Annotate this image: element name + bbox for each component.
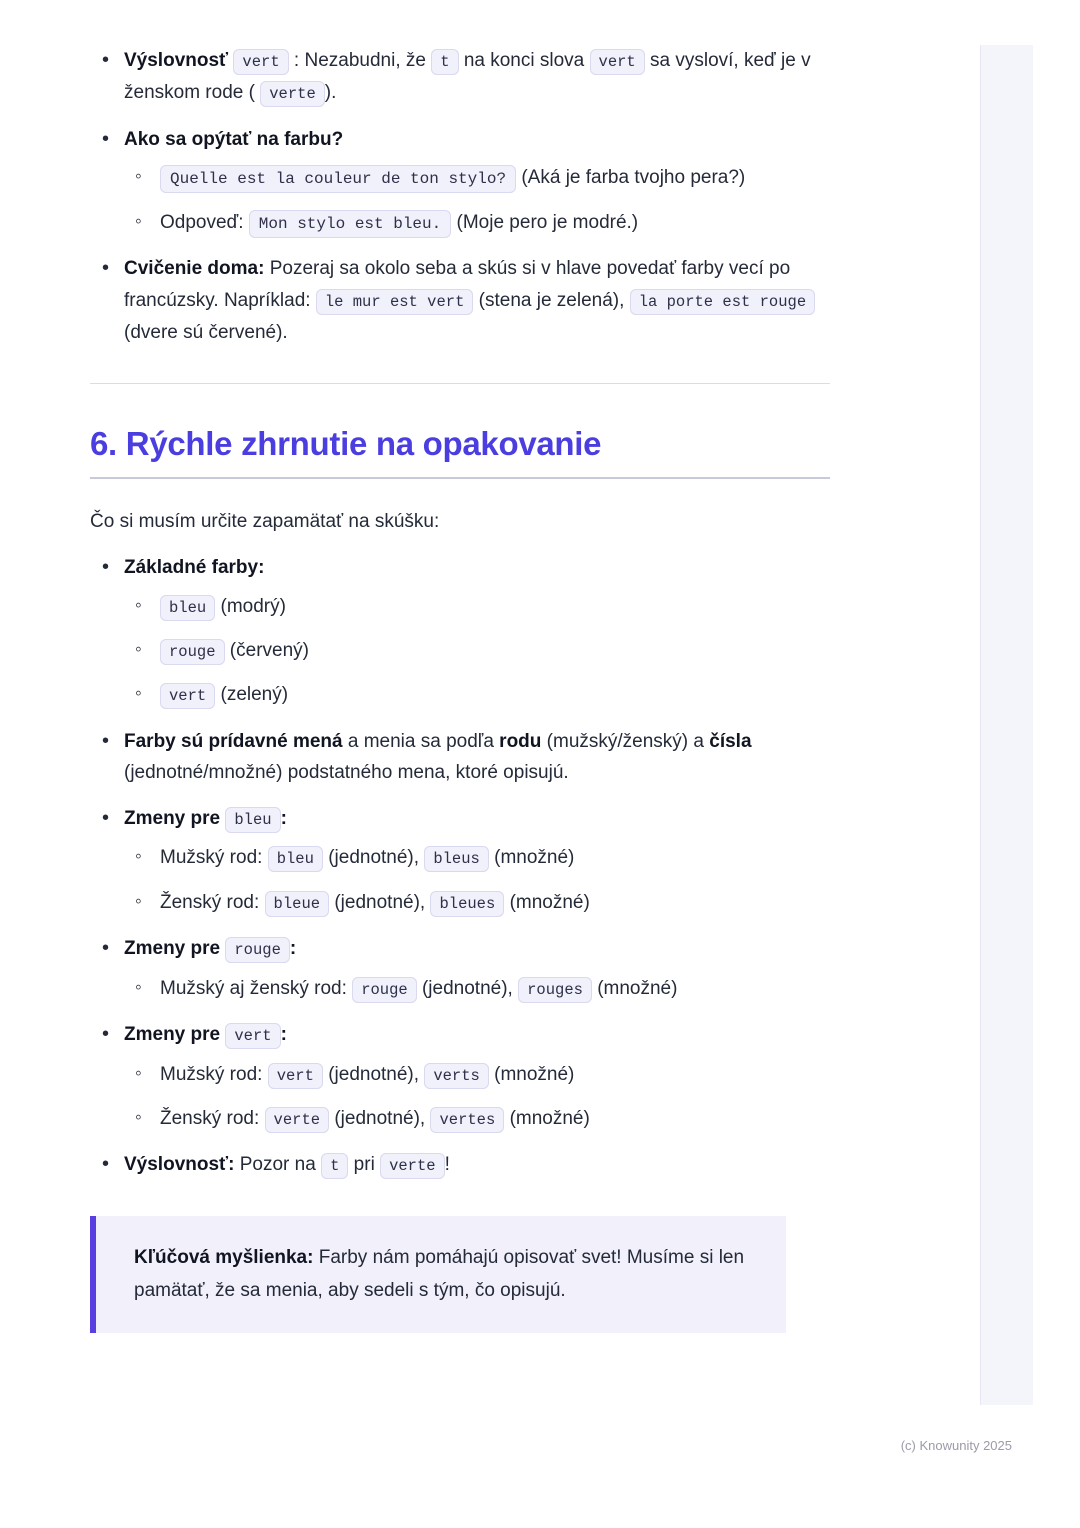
changes-vert-sublist: [124, 1060, 830, 1136]
list-item-ask-color: [90, 124, 830, 239]
changes-bleu-colon: :: [280, 807, 287, 829]
pronunciation-text-4: ).: [324, 82, 337, 104]
page-title: 6. Rýchle zhrnutie na opakovanie: [90, 424, 602, 462]
chip-le-mur-est-vert: le mur est vert: [316, 289, 474, 315]
adjectives-bold-3: čísla: [709, 730, 752, 752]
key-idea-body: Farby nám pomáhajú opisovať svet! Musíme si len pamätať, že sa menia, aby sedeli s tým, čo opisujú.: [134, 1246, 745, 1301]
chip-vert-1: vert: [233, 49, 288, 75]
changes-rouge-sublist: [124, 974, 830, 1005]
page-side-panel: [980, 0, 1080, 1528]
homework-text-1: Pozeraj sa okolo seba a skús si v hlave povedať farby vecí po francúzsky. Napríklad:: [124, 258, 791, 311]
section-intro: Čo si musím určite zapamätať na skúšku:: [90, 511, 440, 533]
chip-t: t: [431, 49, 458, 75]
gloss-rouge: (červený): [229, 640, 309, 662]
vert-masculine-prefix: Mužský rod:: [160, 1063, 263, 1085]
chip-verte-sg: verte: [265, 1107, 330, 1133]
chip-vertes-pl: vertes: [430, 1107, 504, 1133]
chip-changes-bleu: bleu: [225, 807, 280, 833]
sub-item-question: [124, 163, 830, 194]
chip-vert-sg: vert: [268, 1063, 323, 1089]
gloss-bleu: (modrý): [220, 595, 286, 617]
chip-bleus-pl: bleus: [424, 846, 489, 872]
chip-rouges-pl: rouges: [518, 977, 592, 1003]
list-item-rouge-both: [124, 974, 830, 1005]
chip-t-summary: t: [321, 1153, 348, 1179]
homework-label: Cvičenie doma:: [124, 258, 265, 280]
ask-color-label: Ako sa opýtať na farbu?: [124, 128, 344, 150]
list-item-color-bleu: [124, 592, 830, 623]
footer-credit: (c) Knowunity 2025: [900, 1438, 1012, 1453]
answer-prefix: Odpoveď:: [160, 211, 244, 233]
pronunciation-text-2: na konci slova: [463, 50, 585, 71]
answer-translation: (Moje pero je modré.): [456, 211, 639, 233]
list-item-basic-colors: [90, 552, 830, 712]
homework-text-3: (dvere sú červené).: [124, 322, 288, 344]
changes-vert-label: Zmeny pre: [124, 1024, 221, 1046]
document-content: [90, 45, 830, 1333]
rouge-both-pl: (množné): [597, 977, 678, 999]
list-item-color-vert: [124, 680, 830, 711]
rouge-both-sg: (jednotné),: [421, 977, 513, 999]
sub-item-answer: [124, 208, 830, 239]
list-item-homework: [90, 253, 830, 349]
changes-bleu-sublist: [124, 843, 830, 919]
basic-colors-label: Základné farby:: [124, 557, 265, 579]
adjectives-text-1: a menia sa podľa: [347, 730, 494, 752]
pronunciation-summary-text-3: !: [444, 1154, 450, 1176]
basic-colors-sublist: [124, 592, 830, 712]
bleu-feminine-sg: (jednotné),: [334, 891, 426, 913]
vert-feminine-pl: (množné): [509, 1108, 590, 1130]
pronunciation-text-3: sa vysloví, keď je v ženskom rode (: [124, 50, 811, 104]
summary-bullet-list: [90, 552, 830, 1182]
chip-bleue-sg: bleue: [265, 891, 330, 917]
list-item-color-rouge: [124, 636, 830, 667]
key-idea-text: [134, 1242, 756, 1307]
chip-vert-2: vert: [590, 49, 645, 75]
pronunciation-summary-text-2: pri: [353, 1154, 375, 1176]
question-translation: (Aká je farba tvojho pera?): [521, 167, 746, 189]
chip-rouge-sg: rouge: [352, 977, 417, 1003]
pronunciation-text-1: : Nezabudni, že: [293, 50, 426, 71]
section-divider: [90, 383, 830, 384]
list-item-changes-bleu: [90, 803, 830, 919]
vert-feminine-prefix: Ženský rod:: [160, 1108, 260, 1130]
list-item-bleu-feminine: [124, 888, 830, 919]
list-item-changes-vert: [90, 1019, 830, 1135]
list-item-bleu-masculine: [124, 843, 830, 874]
vert-masculine-pl: (množné): [494, 1063, 575, 1085]
list-item-vert-feminine: [124, 1104, 830, 1135]
pronunciation-summary-label: Výslovnosť:: [124, 1154, 235, 1176]
chip-verts-pl: verts: [424, 1063, 489, 1089]
adjectives-text-3: (jednotné/množné) podstatného mena, ktoré opisujú.: [124, 762, 569, 784]
chip-la-porte-est-rouge: la porte est rouge: [630, 289, 815, 315]
key-idea-label: Kľúčová myšlienka:: [134, 1246, 314, 1268]
changes-rouge-colon: :: [289, 938, 297, 960]
list-item-changes-rouge: [90, 933, 830, 1005]
ask-color-sublist: [124, 163, 830, 239]
list-item-pronunciation: [90, 45, 830, 110]
heading-rule: [90, 477, 830, 479]
chip-bleues-pl: bleues: [430, 891, 504, 917]
top-bullet-list: [90, 45, 830, 349]
adjectives-text-2: (mužský/ženský) a: [546, 730, 704, 752]
list-item-pronunciation-summary: [90, 1149, 830, 1181]
adjectives-bold-2: rodu: [499, 730, 542, 752]
rouge-both-prefix: Mužský aj ženský rod:: [160, 977, 347, 999]
key-idea-callout: [90, 1216, 786, 1333]
chip-verte-summary: verte: [380, 1153, 445, 1179]
homework-text-2: (stena je zelená),: [478, 289, 625, 311]
gloss-vert: (zelený): [220, 684, 289, 706]
vert-feminine-sg: (jednotné),: [334, 1108, 426, 1130]
changes-vert-colon: :: [280, 1024, 287, 1046]
pronunciation-label: Výslovnosť: [124, 50, 229, 71]
bleu-masculine-pl: (množné): [494, 847, 575, 869]
chip-answer-fr: Mon stylo est bleu.: [249, 210, 451, 238]
vert-masculine-sg: (jednotné),: [328, 1063, 420, 1085]
chip-bleu-sg: bleu: [268, 846, 323, 872]
bleu-masculine-sg: (jednotné),: [328, 847, 420, 869]
list-item-vert-masculine: [124, 1060, 830, 1091]
bleu-masculine-prefix: Mužský rod:: [160, 847, 263, 869]
changes-rouge-label: Zmeny pre: [124, 938, 221, 960]
list-item-adjectives: [90, 726, 830, 789]
chip-rouge: rouge: [160, 639, 225, 665]
chip-bleu: bleu: [160, 595, 215, 621]
bleu-feminine-prefix: Ženský rod:: [160, 891, 260, 913]
chip-changes-vert: vert: [225, 1023, 280, 1049]
chip-vert: vert: [160, 683, 215, 709]
pronunciation-summary-text-1: Pozor na: [239, 1154, 316, 1176]
bleu-feminine-pl: (množné): [509, 891, 590, 913]
chip-changes-rouge: rouge: [225, 937, 290, 963]
adjectives-bold-1: Farby sú prídavné mená: [124, 730, 343, 752]
chip-verte: verte: [260, 81, 325, 107]
chip-question-fr: Quelle est la couleur de ton stylo?: [160, 165, 516, 193]
page-side-panel-fill: [980, 45, 1033, 1405]
changes-bleu-label: Zmeny pre: [124, 807, 221, 829]
